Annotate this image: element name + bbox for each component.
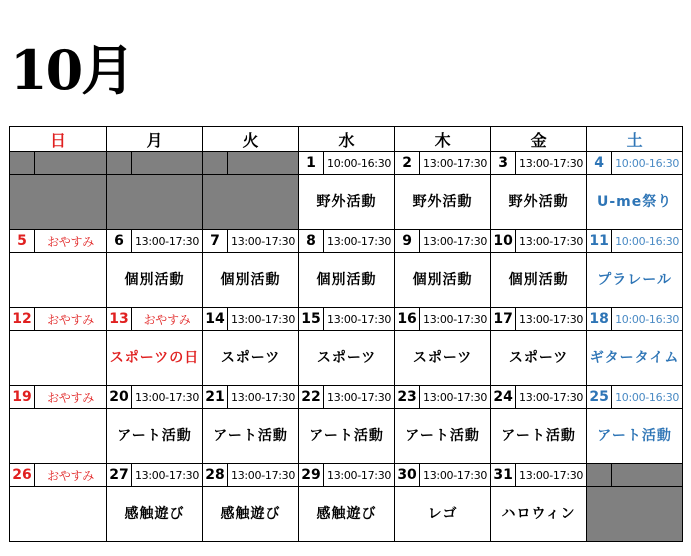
day-time: 13:00-17:30 <box>132 230 203 253</box>
day-activity: 感触遊び <box>299 487 395 542</box>
day-time: 13:00-17:30 <box>516 464 587 487</box>
day-time: 13:00-17:30 <box>324 386 395 409</box>
day-number: 13 <box>107 308 132 331</box>
day-holiday: おやすみ <box>35 464 107 487</box>
week5-date-row <box>10 464 683 487</box>
day-activity: プラレール <box>587 253 683 308</box>
day-activity: U-me祭り <box>587 175 683 230</box>
weekday-header-row <box>10 127 683 152</box>
day-time: 13:00-17:30 <box>324 464 395 487</box>
day-number: 23 <box>395 386 420 409</box>
weekday-mon: 月 <box>107 127 203 152</box>
day-number: 14 <box>203 308 228 331</box>
weekday-thu: 木 <box>395 127 491 152</box>
day-activity: 野外活動 <box>491 175 587 230</box>
day-number: 11 <box>587 230 612 253</box>
week5-activity-row <box>10 487 683 542</box>
day-number: 6 <box>107 230 132 253</box>
week4-activity-row <box>10 409 683 464</box>
week3-date-row <box>10 308 683 331</box>
day-time: 13:00-17:30 <box>420 386 491 409</box>
day-time: 13:00-17:30 <box>228 230 299 253</box>
empty-cell <box>228 152 299 175</box>
day-number: 5 <box>10 230 35 253</box>
day-number: 17 <box>491 308 516 331</box>
day-activity <box>10 409 107 464</box>
day-activity <box>107 331 203 386</box>
day-time: 10:00-16:30 <box>612 152 683 175</box>
day-holiday: おやすみ <box>35 308 107 331</box>
empty-cell <box>612 464 683 487</box>
day-activity: 野外活動 <box>395 175 491 230</box>
day-number: 20 <box>107 386 132 409</box>
day-time: 13:00-17:30 <box>132 386 203 409</box>
day-time: 13:00-17:30 <box>420 152 491 175</box>
week1-date-row <box>10 152 683 175</box>
day-time: 13:00-17:30 <box>324 230 395 253</box>
day-activity: スポーツ <box>299 331 395 386</box>
day-activity <box>10 253 107 308</box>
day-number: 31 <box>491 464 516 487</box>
day-number: 19 <box>10 386 35 409</box>
day-activity: 野外活動 <box>299 175 395 230</box>
day-time: 13:00-17:30 <box>132 464 203 487</box>
weekday-fri: 金 <box>491 127 587 152</box>
day-number: 9 <box>395 230 420 253</box>
day-activity: 個別活動 <box>299 253 395 308</box>
day-activity: 個別活動 <box>203 253 299 308</box>
day-activity: アート活動 <box>203 409 299 464</box>
day-time: 10:00-16:30 <box>612 308 683 331</box>
calendar-table <box>9 126 683 542</box>
day-time: 10:00-16:30 <box>612 230 683 253</box>
day-number: 15 <box>299 308 324 331</box>
day-number: 3 <box>491 152 516 175</box>
weekday-wed: 水 <box>299 127 395 152</box>
day-activity: 個別活動 <box>395 253 491 308</box>
day-activity: アート活動 <box>299 409 395 464</box>
day-number: 28 <box>203 464 228 487</box>
day-number: 22 <box>299 386 324 409</box>
day-activity: スポーツ <box>395 331 491 386</box>
week1-activity-row <box>10 175 683 230</box>
day-time: 13:00-17:30 <box>420 230 491 253</box>
day-number: 12 <box>10 308 35 331</box>
day-time: 13:00-17:30 <box>324 308 395 331</box>
day-time: 13:00-17:30 <box>516 152 587 175</box>
day-number: 25 <box>587 386 612 409</box>
day-time: 10:00-16:30 <box>324 152 395 175</box>
empty-cell <box>132 152 203 175</box>
day-activity: 感触遊び <box>107 487 203 542</box>
day-number: 16 <box>395 308 420 331</box>
day-holiday: おやすみ <box>132 308 203 331</box>
day-time: 13:00-17:30 <box>516 386 587 409</box>
empty-cell <box>107 152 132 175</box>
empty-cell <box>587 487 683 542</box>
day-activity <box>10 331 107 386</box>
day-number: 21 <box>203 386 228 409</box>
day-activity: 個別活動 <box>491 253 587 308</box>
day-number: 24 <box>491 386 516 409</box>
empty-cell <box>587 464 612 487</box>
day-activity: ギタータイム <box>587 331 683 386</box>
day-number: 2 <box>395 152 420 175</box>
empty-cell <box>107 175 203 230</box>
day-activity: ハロウィン <box>491 487 587 542</box>
day-time: 13:00-17:30 <box>228 308 299 331</box>
day-number: 30 <box>395 464 420 487</box>
day-time: 13:00-17:30 <box>420 308 491 331</box>
day-activity: アート活動 <box>491 409 587 464</box>
day-activity: アート活動 <box>395 409 491 464</box>
empty-cell <box>203 152 228 175</box>
holiday-name: スポーツの日 <box>109 350 200 366</box>
weekday-sat: 土 <box>587 127 683 152</box>
day-time: 13:00-17:30 <box>420 464 491 487</box>
day-activity: アート活動 <box>107 409 203 464</box>
day-time: 13:00-17:30 <box>228 386 299 409</box>
day-number: 26 <box>10 464 35 487</box>
weekday-sun: 日 <box>10 127 107 152</box>
day-number: 29 <box>299 464 324 487</box>
day-activity: レゴ <box>395 487 491 542</box>
day-holiday: おやすみ <box>35 230 107 253</box>
day-activity: 個別活動 <box>107 253 203 308</box>
empty-cell <box>10 175 107 230</box>
day-activity <box>10 487 107 542</box>
day-activity: スポーツ <box>203 331 299 386</box>
day-time: 10:00-16:30 <box>612 386 683 409</box>
day-number: 8 <box>299 230 324 253</box>
day-number: 10 <box>491 230 516 253</box>
empty-cell <box>35 152 107 175</box>
day-number: 27 <box>107 464 132 487</box>
day-number: 7 <box>203 230 228 253</box>
day-time: 13:00-17:30 <box>228 464 299 487</box>
week2-date-row <box>10 230 683 253</box>
day-number: 4 <box>587 152 612 175</box>
week4-date-row <box>10 386 683 409</box>
day-time: 13:00-17:30 <box>516 230 587 253</box>
day-time: 13:00-17:30 <box>516 308 587 331</box>
empty-cell <box>203 175 299 230</box>
empty-cell <box>10 152 35 175</box>
week2-activity-row <box>10 253 683 308</box>
weekday-tue: 火 <box>203 127 299 152</box>
day-holiday: おやすみ <box>35 386 107 409</box>
day-number: 1 <box>299 152 324 175</box>
day-activity: スポーツ <box>491 331 587 386</box>
day-number: 18 <box>587 308 612 331</box>
week3-activity-row <box>10 331 683 386</box>
day-activity: アート活動 <box>587 409 683 464</box>
page-title: 10月 <box>10 38 134 102</box>
day-activity: 感触遊び <box>203 487 299 542</box>
